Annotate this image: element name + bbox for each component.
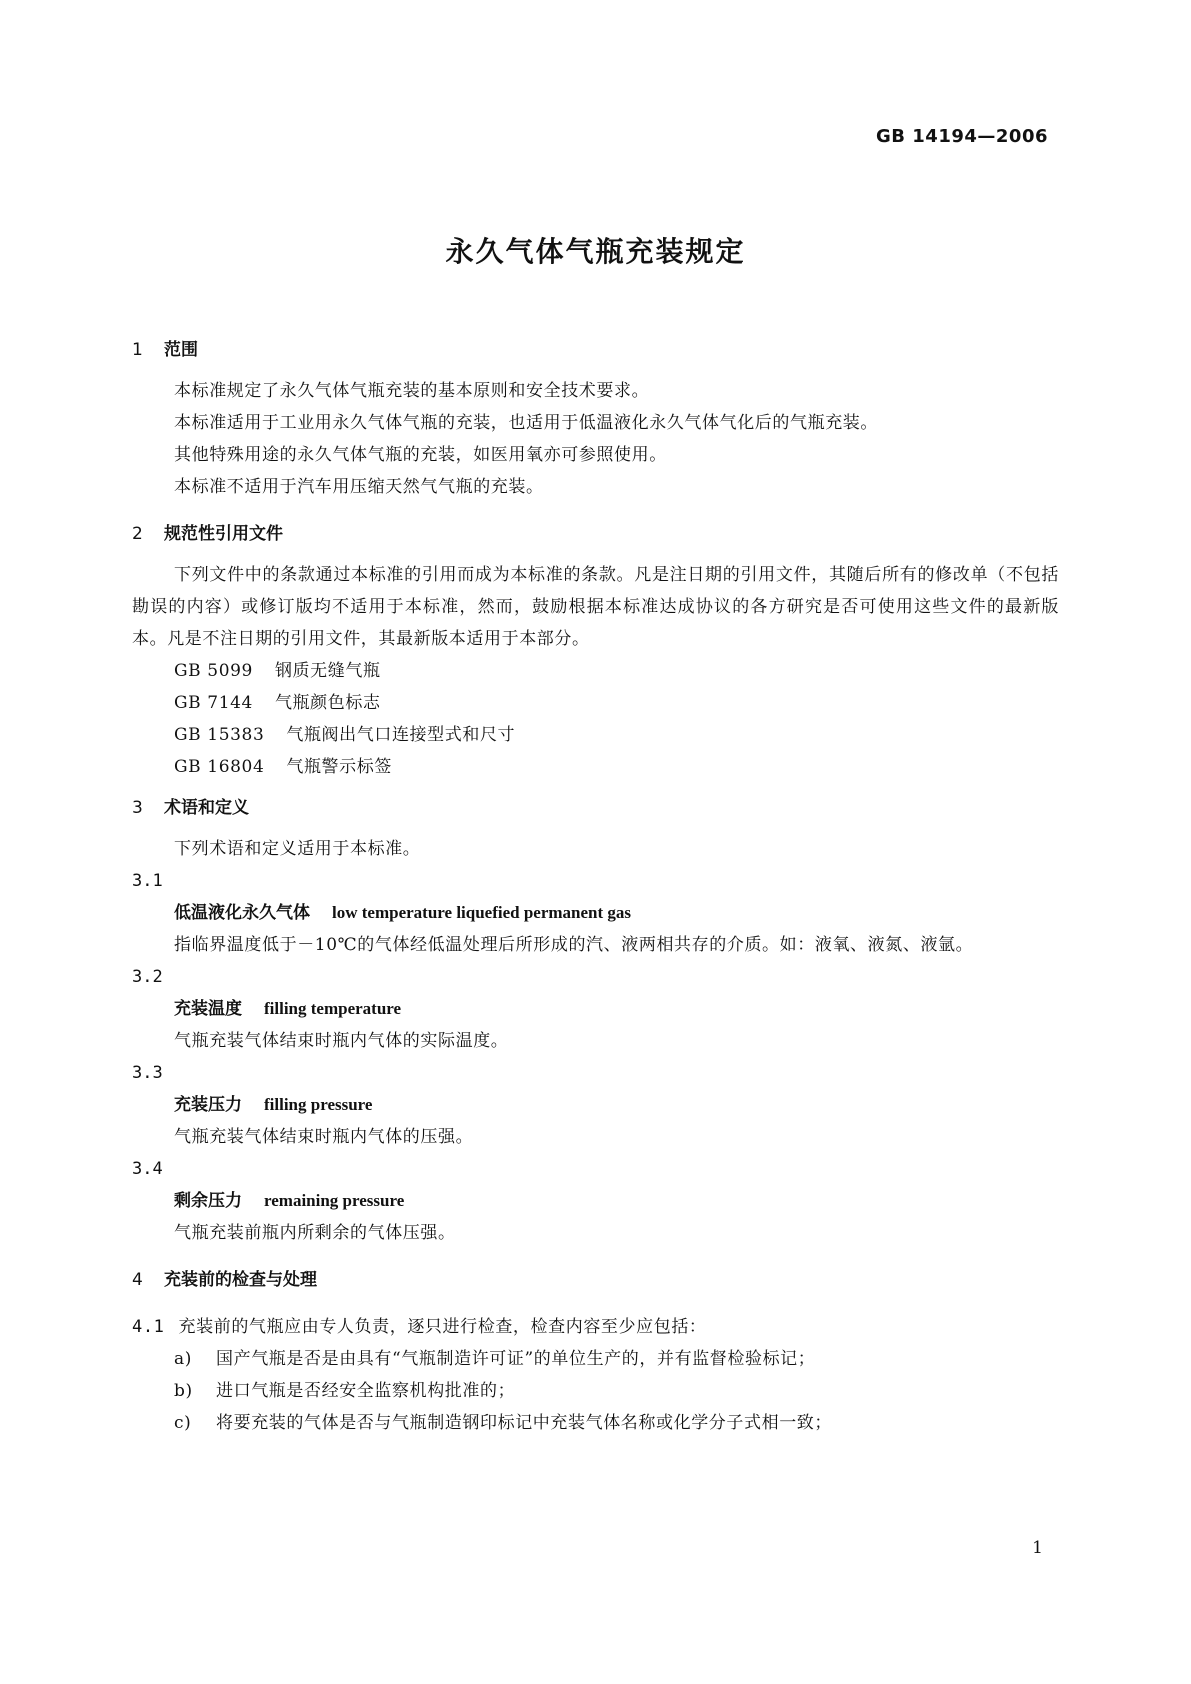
reference-item xyxy=(132,751,1059,783)
reference-name: 气瓶颜色标志 xyxy=(274,693,381,713)
reference-item xyxy=(132,719,1059,751)
section-number: 1 xyxy=(132,340,143,360)
term-heading xyxy=(132,1185,1059,1217)
section-number: 2 xyxy=(132,524,143,544)
list-marker: a) xyxy=(174,1349,192,1369)
section-number: 3 xyxy=(132,798,143,818)
paragraph: 其他特殊用途的永久气体气瓶的充装，如医用氧亦可参照使用。 xyxy=(174,445,667,465)
term-number: 3.4 xyxy=(132,1159,163,1179)
term-number: 3.1 xyxy=(132,871,163,891)
section-heading-terms-definitions xyxy=(132,791,1059,825)
paragraph: 下列术语和定义适用于本标准。 xyxy=(174,839,421,859)
term-chinese: 充装温度 xyxy=(174,999,242,1019)
term-english: remaining pressure xyxy=(264,1191,405,1210)
list-text: 将要充装的气体是否与气瓶制造钢印标记中充装气体名称或化学分子式相一致； xyxy=(216,1413,832,1433)
section-heading-normative-references xyxy=(132,517,1059,551)
list-item xyxy=(132,1375,1059,1407)
list-item xyxy=(132,1407,1059,1439)
section-number: 4 xyxy=(132,1270,143,1290)
reference-item xyxy=(132,655,1059,687)
term-number: 3.2 xyxy=(132,967,163,987)
section-title: 充装前的检查与处理 xyxy=(164,1270,317,1290)
section-title: 范围 xyxy=(164,340,198,360)
term-chinese: 低温液化永久气体 xyxy=(174,903,310,923)
page-title: 永久气体气瓶充装规定 xyxy=(445,235,746,268)
term-definition: 气瓶充装气体结束时瓶内气体的压强。 xyxy=(174,1127,474,1147)
clause-4-1 xyxy=(132,1311,1059,1343)
list-marker: c) xyxy=(174,1413,192,1433)
reference-code: GB 16804 xyxy=(174,757,265,777)
term-definition: 指临界温度低于－10℃的气体经低温处理后所形成的汽、液两相共存的介质。如：液氧、液氮、液氩。 xyxy=(174,935,974,955)
reference-code: GB 7144 xyxy=(174,693,253,713)
term-chinese: 充装压力 xyxy=(174,1095,242,1115)
term-heading xyxy=(132,993,1059,1025)
reference-code: GB 5099 xyxy=(174,661,253,681)
paragraph: 本标准适用于工业用永久气体气瓶的充装，也适用于低温液化永久气体气化后的气瓶充装。 xyxy=(174,413,878,433)
clause-text: 充装前的气瓶应由专人负责，逐只进行检查，检查内容至少应包括： xyxy=(178,1317,707,1337)
reference-item xyxy=(132,687,1059,719)
term-definition: 气瓶充装气体结束时瓶内气体的实际温度。 xyxy=(174,1031,509,1051)
section-title: 术语和定义 xyxy=(164,798,249,818)
term-heading xyxy=(132,897,1059,929)
clause-number: 4.1 xyxy=(132,1317,165,1337)
section-heading-scope xyxy=(132,333,1059,367)
term-english: low temperature liquefied permanent gas xyxy=(332,903,632,922)
paragraph: 本标准规定了永久气体气瓶充装的基本原则和安全技术要求。 xyxy=(174,381,650,401)
section-heading-pre-filling-inspection xyxy=(132,1263,1059,1297)
term-english: filling pressure xyxy=(264,1095,373,1114)
reference-name: 气瓶警示标签 xyxy=(286,757,392,777)
reference-name: 钢质无缝气瓶 xyxy=(274,661,381,681)
list-item xyxy=(132,1343,1059,1375)
term-heading xyxy=(132,1089,1059,1121)
paragraph: 本标准不适用于汽车用压缩天然气气瓶的充装。 xyxy=(174,477,544,497)
list-text: 国产气瓶是否是由具有“气瓶制造许可证”的单位生产的，并有监督检验标记； xyxy=(216,1349,816,1369)
section-title: 规范性引用文件 xyxy=(164,524,283,544)
document-body xyxy=(132,333,1059,1439)
list-text: 进口气瓶是否经安全监察机构批准的； xyxy=(216,1381,516,1401)
standard-code: GB 14194—2006 xyxy=(876,126,1048,147)
reference-name: 气瓶阀出气口连接型式和尺寸 xyxy=(286,725,516,745)
page-number: 1 xyxy=(1032,1538,1043,1558)
reference-code: GB 15383 xyxy=(174,725,265,745)
term-english: filling temperature xyxy=(264,999,402,1018)
term-number: 3.3 xyxy=(132,1063,163,1083)
list-marker: b) xyxy=(174,1381,193,1401)
term-chinese: 剩余压力 xyxy=(174,1191,242,1211)
paragraph: 下列文件中的条款通过本标准的引用而成为本标准的条款。凡是注日期的引用文件，其随后所有的修改单（不包括勘误的内容）或修订版均不适用于本标准，然而，鼓励根据本标准达成协议的各方研究是否可使用这些文件的最新版本。凡是不注日期的引用文件，其最新版本适用于本部分。 xyxy=(132,565,1059,649)
term-definition: 气瓶充装前瓶内所剩余的气体压强。 xyxy=(174,1223,456,1243)
